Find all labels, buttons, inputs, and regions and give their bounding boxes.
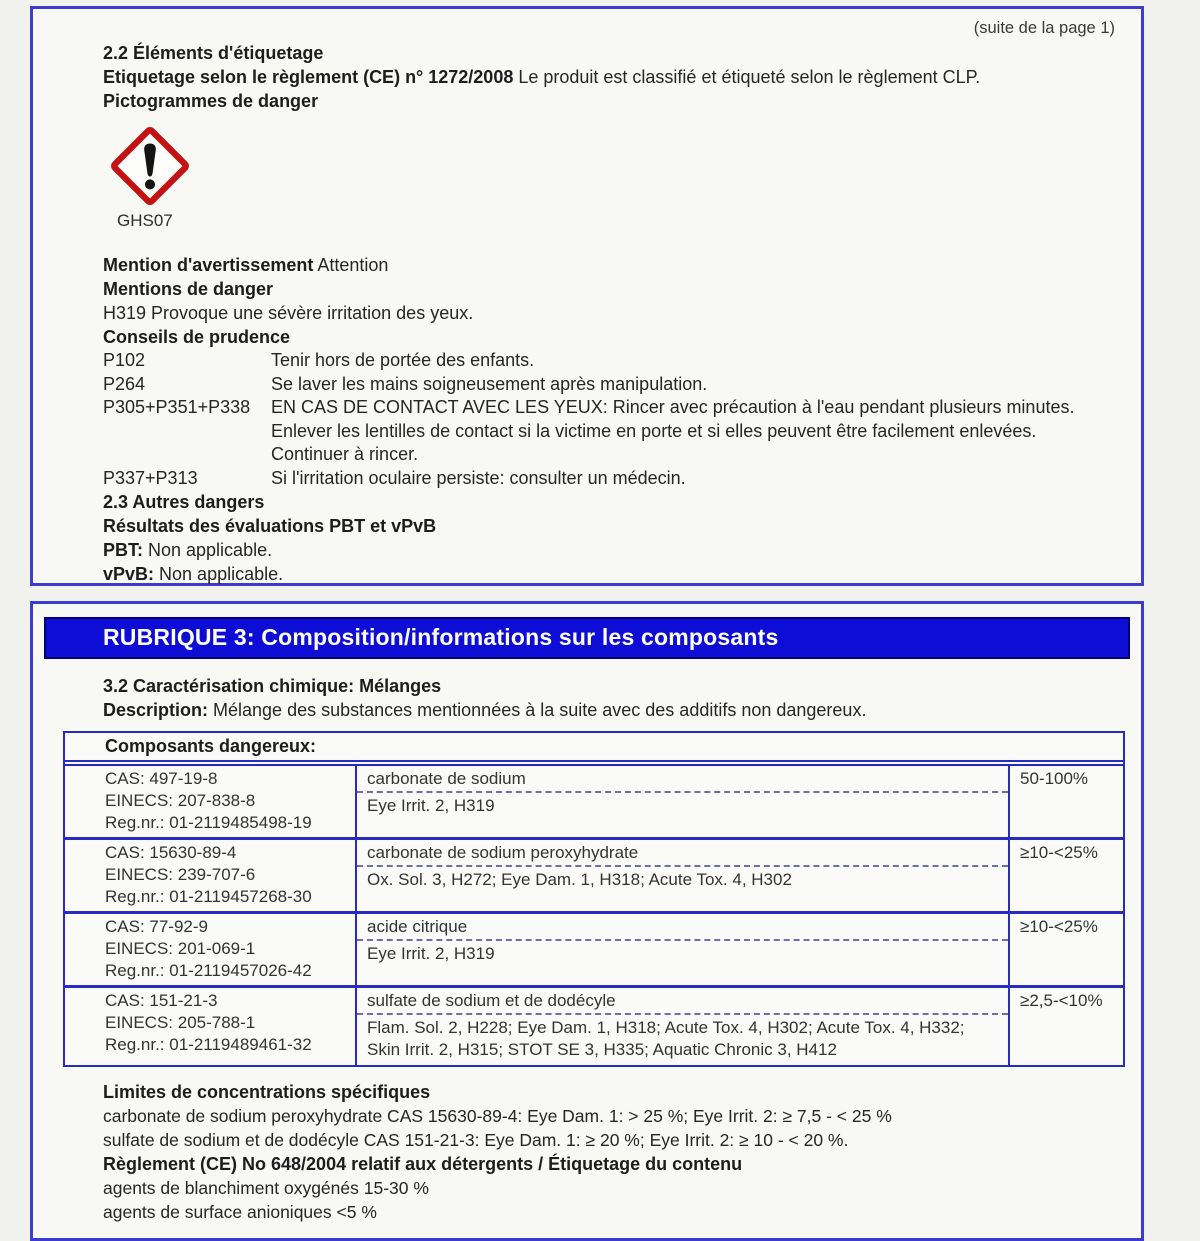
vpvb-label: vPvB: (103, 564, 155, 584)
ghs07-label: GHS07 (117, 211, 173, 230)
pbt-evaluations-heading: Résultats des évaluations PBT et vPvB (103, 516, 437, 536)
signal-word-value: Attention (313, 255, 389, 275)
section-3-frame (30, 601, 1144, 1241)
description-text: Mélange des substances mentionnées à la suite avec des additifs non dangereux. (208, 700, 867, 720)
component-identifiers (65, 988, 357, 1065)
precaution-row (103, 373, 1093, 397)
specific-concentration-limits (103, 1080, 1111, 1224)
components-table-header: Composants dangereux: (65, 733, 1123, 762)
description-label: Description: (103, 700, 209, 720)
component-identifiers (65, 914, 357, 985)
hazard-statements-heading: Mentions de danger (103, 279, 274, 299)
component-name: sulfate de sodium et de dodécyle (357, 988, 1008, 1015)
hazard-statement-h319: H319 Provoque une sévère irritation des yeux. (103, 303, 474, 323)
component-einecs: EINECS: 201-069-1 (105, 939, 256, 958)
component-concentration-range: ≥10-<25% (1020, 917, 1098, 936)
precaution-text: EN CAS DE CONTACT AVEC LES YEUX: Rincer avec précaution à l'eau pendant plusieurs minutes. Enlever les lentilles de contact si la victime en porte et si elles peuvent être facilement enlevées. Continuer à rincer. (271, 397, 1075, 464)
component-cas: CAS: 497-19-8 (105, 769, 218, 788)
section-22-title: 2.2 Éléments d'étiquetage (103, 43, 324, 63)
component-concentration-range: ≥2,5-<10% (1020, 991, 1103, 1010)
limit-line-sulfate: sulfate de sodium et de dodécyle CAS 151-21-3: Eye Dam. 1: ≥ 20 %; Eye Irrit. 2: ≥ 10 - < 20 %. (103, 1130, 849, 1150)
labeling-regulation-bold: Etiquetage selon le règlement (CE) n° 1272/2008 (103, 67, 514, 87)
component-einecs: EINECS: 239-707-6 (105, 865, 256, 884)
precaution-text: Si l'irritation oculaire persiste: consulter un médecin. (271, 467, 686, 488)
component-reg: Reg.nr.: 01-2119457026-42 (105, 961, 312, 980)
precaution-row (103, 467, 1093, 491)
component-hazard-classes: Eye Irrit. 2, H319 (367, 944, 495, 963)
section-22-content (33, 9, 1141, 586)
component-reg: Reg.nr.: 01-2119489461-32 (105, 1035, 312, 1054)
precaution-code: P102 (103, 350, 146, 370)
precaution-row (103, 396, 1093, 467)
component-row-carbonate-peroxyhydrate (65, 840, 1123, 914)
vpvb-value: Non applicable. (154, 564, 284, 584)
vpvb-line (103, 562, 1111, 586)
signal-word-line (103, 253, 1111, 277)
precaution-code: P337+P313 (103, 467, 198, 488)
section-3-content (33, 659, 1141, 1224)
component-cas: CAS: 15630-89-4 (105, 843, 237, 862)
component-identifiers (65, 840, 357, 911)
component-name: carbonate de sodium (357, 766, 1008, 793)
pictograms-heading: Pictogrammes de danger (103, 91, 319, 111)
signal-word-label: Mention d'avertissement (103, 255, 314, 275)
pbt-label: PBT: (103, 540, 143, 560)
precaution-text: Se laver les mains soigneusement après manipulation. (271, 373, 708, 394)
component-classification-cell (357, 988, 1010, 1065)
limit-line-peroxyhydrate: carbonate de sodium peroxyhydrate CAS 15630-89-4: Eye Dam. 1: > 25 %; Eye Irrit. 2: ≥ 7,5 - < 25 % (103, 1106, 892, 1126)
component-hazard-classes: Ox. Sol. 3, H272; Eye Dam. 1, H318; Acute Tox. 4, H302 (367, 870, 792, 889)
component-reg: Reg.nr.: 01-2119485498-19 (105, 813, 312, 832)
component-classification-cell (357, 766, 1010, 837)
detergents-regulation-heading: Règlement (CE) No 648/2004 relatif aux détergents / Étiquetage du contenu (103, 1154, 743, 1174)
detergent-content-line-anionic: agents de surface anioniques <5 % (103, 1202, 377, 1222)
description-line (103, 698, 1111, 722)
component-classification-cell (357, 914, 1010, 985)
component-row-acide-citrique (65, 914, 1123, 988)
component-concentration-range: ≥10-<25% (1020, 843, 1098, 862)
component-concentration-range: 50-100% (1020, 769, 1089, 788)
component-name: acide citrique (357, 914, 1008, 941)
page-continuation-note: (suite de la page 1) (973, 19, 1115, 37)
precaution-heading: Conseils de prudence (103, 327, 291, 347)
limits-heading: Limites de concentrations spécifiques (103, 1082, 431, 1102)
precaution-code: P264 (103, 373, 146, 394)
component-cas: CAS: 151-21-3 (105, 991, 218, 1010)
rubrique-3-header-bar: RUBRIQUE 3: Composition/informations sur les composants (44, 617, 1130, 659)
section-23-title: 2.3 Autres dangers (103, 492, 265, 512)
hazardous-components-table (63, 731, 1125, 1067)
ghs07-pictogram-block (105, 121, 225, 231)
component-einecs: EINECS: 205-788-1 (105, 1013, 256, 1032)
component-hazard-classes: Flam. Sol. 2, H228; Eye Dam. 1, H318; Acute Tox. 4, H302; Acute Tox. 4, H332; Skin Irrit. 2, H315; STOT SE 3, H335; Aquatic Chronic 3, H412 (367, 1018, 965, 1059)
section-32-title: 3.2 Caractérisation chimique: Mélanges (103, 676, 442, 696)
component-row-carbonate-de-sodium (65, 766, 1123, 840)
component-cas: CAS: 77-92-9 (105, 917, 208, 936)
component-name: carbonate de sodium peroxyhydrate (357, 840, 1008, 867)
precaution-text: Tenir hors de portée des enfants. (271, 350, 535, 370)
ghs07-exclamation-icon (105, 121, 195, 211)
labeling-regulation-rest: Le produit est classifié et étiqueté selon le règlement CLP. (513, 67, 981, 87)
component-reg: Reg.nr.: 01-2119457268-30 (105, 887, 312, 906)
precaution-row (103, 349, 1093, 373)
component-row-sulfate-dodecyle (65, 988, 1123, 1065)
precaution-code: P305+P351+P338 (103, 397, 251, 417)
pbt-value: Non applicable. (143, 540, 273, 560)
component-identifiers (65, 766, 357, 837)
component-einecs: EINECS: 207-838-8 (105, 791, 256, 810)
pbt-line (103, 538, 1111, 562)
section-2-frame (30, 6, 1144, 586)
labeling-regulation-line (103, 65, 1111, 89)
components-table-body (65, 764, 1123, 1065)
detergent-content-line-bleach: agents de blanchiment oxygénés 15-30 % (103, 1178, 429, 1198)
component-classification-cell (357, 840, 1010, 911)
component-hazard-classes: Eye Irrit. 2, H319 (367, 796, 495, 815)
